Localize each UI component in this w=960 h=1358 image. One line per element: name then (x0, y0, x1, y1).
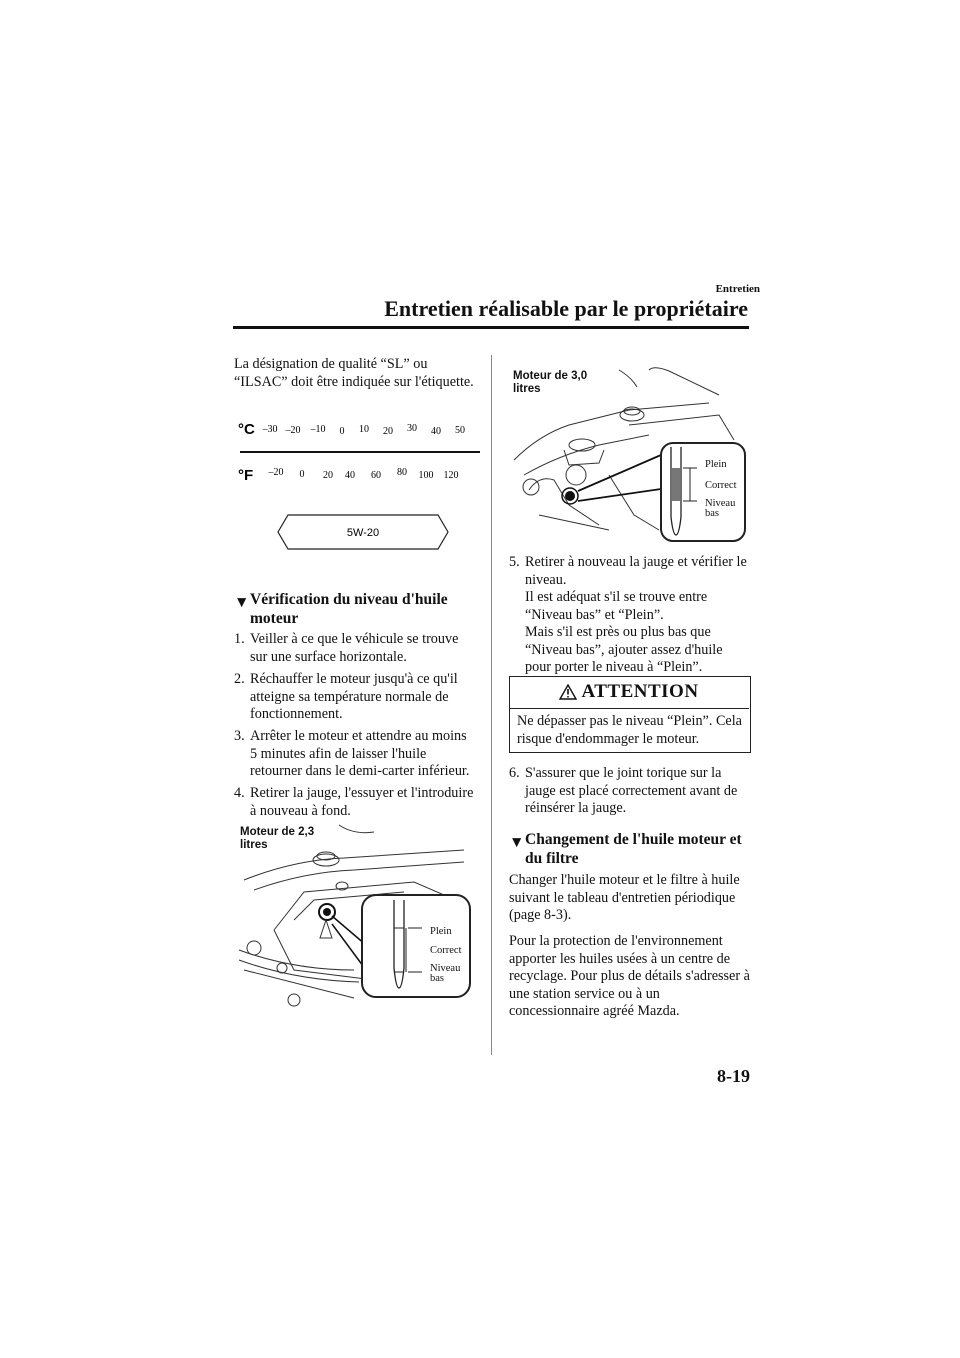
column-divider (491, 355, 492, 1055)
fahrenheit-tick-label: 120 (443, 470, 459, 481)
celsius-tick-label: –10 (310, 424, 326, 435)
celsius-tick-label: 50 (455, 425, 465, 436)
step-3: 3. Arrêter le moteur et attendre au moins 5 minutes afin de laisser l'huile retourner dans le demi-carter inférieur. (234, 728, 470, 779)
page-number: 8-19 (717, 1066, 750, 1086)
triangle-marker-icon: ▼ (234, 594, 250, 611)
fig23-niveau-bas-label: Niveau bas (430, 963, 461, 984)
fahrenheit-tick-label: 60 (371, 470, 381, 481)
heading-oil-level-check: ▼ Vérification du niveau d'huile moteur (234, 591, 448, 627)
step-5: 5. Retirer à nouveau la jauge et vérifier le niveau. Il est adéquat s'il se trouve entre “Niveau bas” et “Plein”. Mais s'il est près ou plus bas que “Niveau bas”, ajouter assez d'huile pour porter le niveau à “Plein”. (509, 554, 747, 675)
fig30-niveau-bas-label: Niveau bas (705, 498, 736, 519)
figure-label-2-3l: Moteur de 2,3 litres (240, 826, 315, 851)
figure-label-3-0l: Moteur de 3,0 litres (513, 370, 588, 395)
step-6: 6. S'assurer que le joint torique sur la jauge est placé correctement avant de réinsérer la jauge. (509, 765, 738, 816)
step-1: 1. Veiller à ce que le véhicule se trouve sur une surface horizontale. (234, 631, 459, 665)
attention-title: ATTENTION (581, 681, 699, 702)
engine-2-3l-illustration (234, 820, 490, 1020)
temperature-viscosity-chart (230, 412, 490, 562)
celsius-tick-label: –30 (262, 424, 278, 435)
warning-triangle-icon (559, 684, 577, 705)
triangle-marker-icon: ▼ (509, 834, 525, 851)
environment-paragraph: Pour la protection de l'environnement apporter les huiles usées à un centre de recyclage. Pour plus de détails s'adresser à une station service ou à un concessionnaire agréé Mazda. (509, 933, 750, 1019)
fahrenheit-tick-label: 0 (299, 469, 305, 480)
celsius-tick-label: 30 (407, 423, 417, 434)
oil-grade-label: 5W-20 (346, 527, 380, 539)
celsius-tick-label: –20 (285, 425, 301, 436)
attention-header (509, 676, 749, 709)
celsius-tick-label: 0 (339, 426, 345, 437)
fahrenheit-tick-label: 20 (323, 470, 333, 481)
page-title: Entretien réalisable par le propriétaire (384, 296, 748, 321)
celsius-tick-label: 40 (431, 426, 441, 437)
step-4: 4. Retirer la jauge, l'essuyer et l'introduire à nouveau à fond. (234, 785, 474, 819)
fig23-correct-label: Correct (430, 945, 462, 956)
fig30-plein-label: Plein (705, 459, 727, 470)
fig30-correct-label: Correct (705, 480, 737, 491)
celsius-tick-label: 10 (359, 424, 369, 435)
fahrenheit-tick-label: –20 (268, 467, 284, 478)
heading-oil-change: ▼ Changement de l'huile moteur et du filtre (509, 831, 742, 867)
attention-text: Ne dépasser pas le niveau “Plein”. Cela risque d'endommager le moteur. (517, 713, 742, 747)
intro-line: “ILSAC” doit être indiquée sur l'étiquette. (234, 373, 474, 390)
intro-line: La désignation de qualité “SL” ou (234, 356, 428, 372)
step-2: 2. Réchauffer le moteur jusqu'à ce qu'il atteigne sa température normale de fonctionnement. (234, 671, 458, 722)
intro-paragraph (234, 356, 484, 391)
fig23-plein-label: Plein (430, 926, 452, 937)
celsius-unit: °C (238, 421, 255, 438)
fahrenheit-unit: °F (238, 467, 254, 484)
fahrenheit-tick-label: 40 (345, 470, 355, 481)
celsius-tick-label: 20 (383, 426, 393, 437)
fahrenheit-tick-label: 100 (418, 470, 434, 481)
header-rule (233, 326, 749, 329)
fahrenheit-tick-label: 80 (397, 467, 407, 478)
oil-change-paragraph: Changer l'huile moteur et le filtre à huile suivant le tableau d'entretien périodique (page 8-3). (509, 872, 740, 923)
